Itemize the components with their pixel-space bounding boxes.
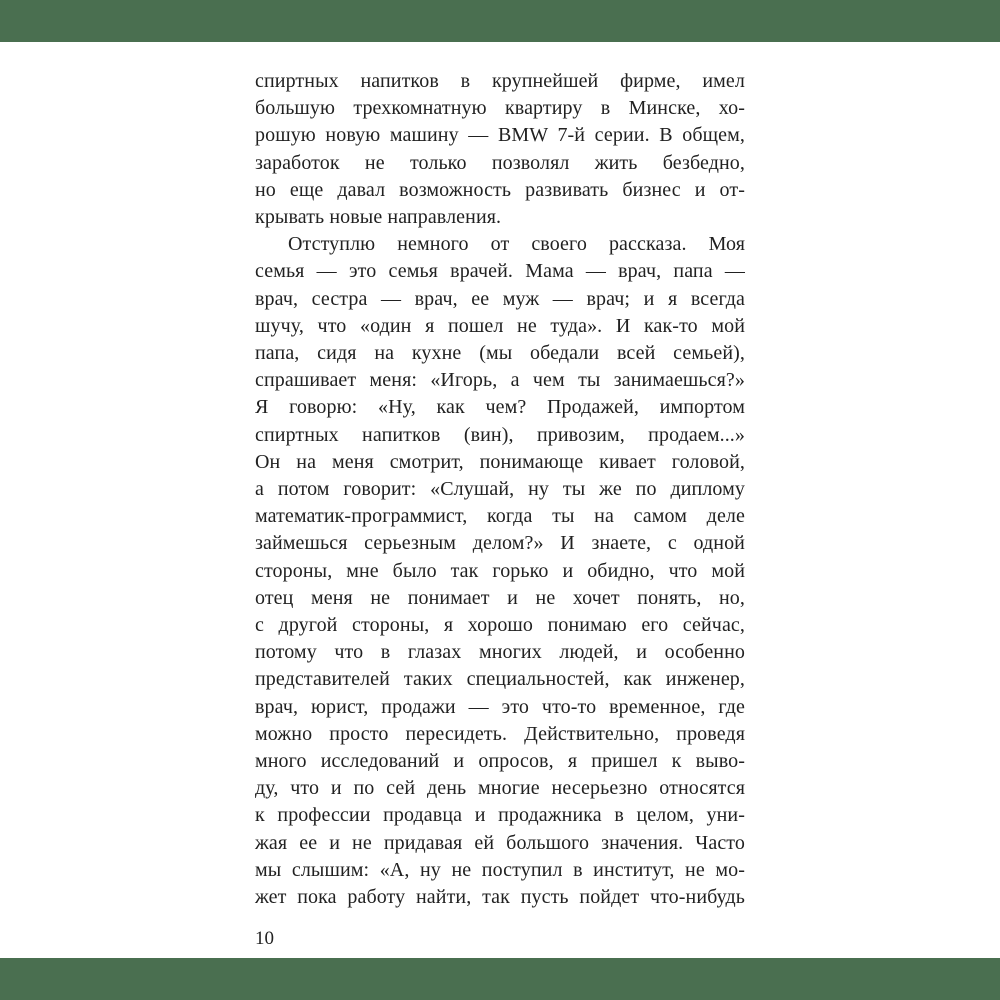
- text-line: много исследований и опросов, я пришел к выво-: [255, 750, 745, 773]
- text-line: жая ее и не придавая ей большого значения. Часто: [255, 831, 745, 854]
- text-line: рошую новую машину — BMW 7-й серии. В общем,: [255, 124, 745, 147]
- text-line: ду, что и по сей день многие несерьезно относятся: [255, 777, 745, 800]
- text-line: с другой стороны, я хорошо понимаю его сейчас,: [255, 614, 745, 637]
- text-line: Отступлю немного от своего рассказа. Моя: [288, 233, 745, 256]
- text-line: папа, сидя на кухне (мы обедали всей семьей),: [255, 342, 745, 365]
- text-line: а потом говорит: «Слушай, ну ты же по диплому: [255, 478, 745, 501]
- text-line: спиртных напитков в крупнейшей фирме, имел: [255, 70, 745, 92]
- text-line: можно просто пересидеть. Действительно, проведя: [255, 722, 745, 745]
- bottom-decorative-band: [0, 958, 1000, 1000]
- text-line: Он на меня смотрит, понимающе кивает головой,: [255, 450, 745, 473]
- text-line: к профессии продавца и продажника в целом, уни-: [255, 804, 745, 827]
- text-line: мы слышим: «А, ну не поступил в институт, не мо-: [255, 858, 745, 881]
- text-line: жет пока работу найти, так пусть пойдет что-нибудь: [255, 886, 745, 909]
- text-line: спрашивает меня: «Игорь, а чем ты занимаешься?»: [255, 369, 745, 392]
- text-line: шучу, что «один я пошел не туда». И как-то мой: [255, 314, 745, 337]
- text-line: но еще давал возможность развивать бизнес и от-: [255, 178, 745, 201]
- text-line: большую трехкомнатную квартиру в Минске, хо-: [255, 97, 745, 120]
- body-text: [255, 68, 745, 911]
- text-line: займешься серьезным делом?» И знаете, с одной: [255, 532, 745, 555]
- text-line: математик-программист, когда ты на самом деле: [255, 505, 745, 528]
- top-decorative-band: [0, 0, 1000, 42]
- text-line: отец меня не понимает и не хочет понять, но,: [255, 586, 745, 609]
- text-line: потому что в глазах многих людей, и особенно: [255, 641, 745, 664]
- text-line: Я говорю: «Ну, как чем? Продажей, импортом: [255, 396, 745, 419]
- page-number: 10: [255, 928, 274, 949]
- text-line: стороны, мне было так горько и обидно, что мой: [255, 559, 745, 582]
- text-line: представителей таких специальностей, как инженер,: [255, 668, 745, 691]
- text-line: врач, сестра — врач, ее муж — врач; и я всегда: [255, 287, 745, 310]
- text-line: заработок не только позволял жить безбедно,: [255, 151, 745, 174]
- text-line: врач, юрист, продажи — это что-то временное, где: [255, 695, 745, 718]
- text-line: семья — это семья врачей. Мама — врач, папа —: [255, 260, 745, 283]
- text-line: крывать новые направления.: [255, 206, 502, 229]
- text-line: спиртных напитков (вин), привозим, продаем...»: [255, 423, 745, 446]
